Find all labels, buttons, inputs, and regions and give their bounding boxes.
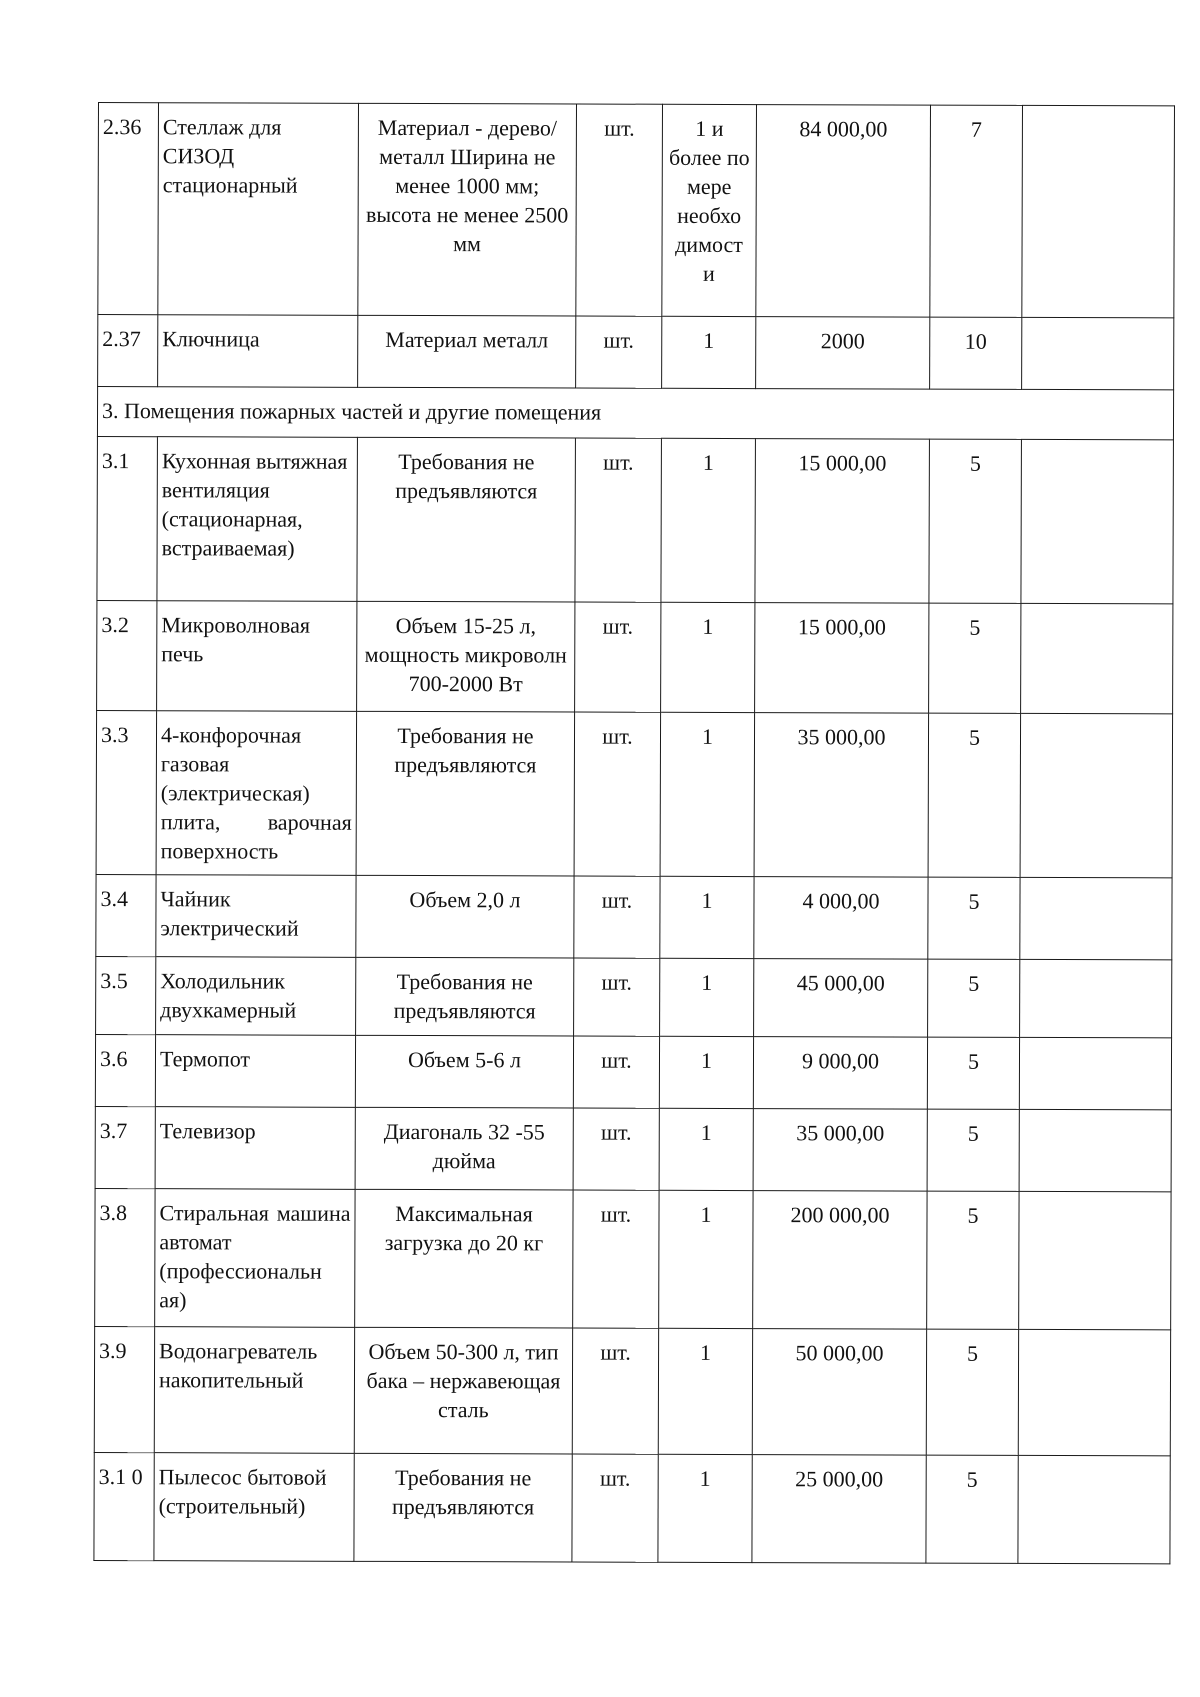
item-term: 5 <box>928 877 1020 959</box>
item-unit: шт. <box>573 1190 659 1328</box>
item-requirements: Требования не предъявляются <box>356 711 575 876</box>
item-quantity: 1 и более по мере необхо димост и <box>662 104 757 316</box>
item-term: 5 <box>927 1191 1019 1329</box>
row-number: 2.36 <box>98 103 159 315</box>
table-row <box>97 600 1173 713</box>
row-number: 3.7 <box>95 1106 155 1188</box>
item-term: 5 <box>928 713 1021 877</box>
item-term: 5 <box>929 603 1021 713</box>
item-quantity: 1 <box>658 1454 752 1562</box>
item-name: Кухонная вытяжная вентиляция (стационарная, встраиваемая) <box>157 437 358 602</box>
row-number: 3.5 <box>96 956 156 1034</box>
item-requirements: Материал - дерево/металл Ширина не менее 1000 мм; высота не менее 2500 мм <box>358 103 577 316</box>
item-unit: шт. <box>574 876 660 958</box>
table-row <box>94 1326 1170 1455</box>
item-name: Водонагреватель накопительный <box>154 1327 354 1454</box>
row-number: 3.2 <box>97 600 157 710</box>
item-name: Телевизор <box>155 1107 355 1190</box>
item-extra <box>1020 959 1172 1037</box>
item-price: 25 000,00 <box>752 1455 926 1564</box>
section-title: 3. Помещения пожарных частей и другие помещения <box>97 387 1173 440</box>
item-name: Холодильник двухкамерный <box>156 957 356 1036</box>
item-unit: шт. <box>575 602 661 712</box>
table-row <box>95 1034 1171 1109</box>
item-unit: шт. <box>573 1108 659 1190</box>
item-price: 15 000,00 <box>755 439 930 604</box>
table-row <box>95 1188 1171 1329</box>
row-number: 3.1 0 <box>94 1452 154 1560</box>
row-number: 2.37 <box>98 315 158 387</box>
item-requirements: Объем 2,0 л <box>356 875 574 958</box>
item-unit: шт. <box>575 438 662 602</box>
item-unit: шт. <box>574 712 661 876</box>
item-requirements: Объем 50-300 л, тип бака – нержавеющая сталь <box>354 1327 572 1454</box>
item-unit: шт. <box>576 104 663 316</box>
item-quantity: 1 <box>661 602 755 712</box>
item-extra <box>1020 877 1172 959</box>
section-header-row <box>97 387 1173 440</box>
item-name: Микроволновая печь <box>157 601 357 712</box>
item-extra <box>1018 1455 1170 1563</box>
item-extra <box>1021 439 1174 603</box>
table-row <box>98 103 1175 318</box>
item-quantity: 1 <box>658 1328 752 1454</box>
item-price: 35 000,00 <box>753 1109 927 1192</box>
item-extra <box>1018 1329 1170 1455</box>
item-price: 4 000,00 <box>754 877 928 960</box>
item-extra <box>1019 1037 1171 1109</box>
equipment-table <box>93 102 1175 1564</box>
item-price: 200 000,00 <box>753 1191 927 1330</box>
item-term: 10 <box>930 317 1022 389</box>
item-quantity: 1 <box>660 958 754 1036</box>
item-name: Ключница <box>158 315 358 388</box>
row-number: 3.6 <box>95 1034 155 1106</box>
item-extra <box>1019 1191 1171 1329</box>
item-quantity: 1 <box>659 1036 753 1108</box>
item-term: 5 <box>928 959 1020 1037</box>
table-row <box>96 956 1172 1037</box>
table-row <box>94 1452 1170 1563</box>
table-row <box>97 436 1174 603</box>
item-unit: шт. <box>572 1454 658 1562</box>
item-price: 9 000,00 <box>753 1037 927 1110</box>
item-quantity: 1 <box>660 876 754 958</box>
item-extra <box>1020 713 1173 877</box>
item-price: 84 000,00 <box>756 105 931 318</box>
item-price: 15 000,00 <box>755 603 929 714</box>
table-row <box>96 874 1172 959</box>
item-term: 7 <box>930 105 1023 317</box>
item-term: 5 <box>926 1329 1018 1455</box>
item-name: Пылесос бытовой (строительный) <box>154 1453 354 1562</box>
item-extra <box>1022 317 1174 389</box>
item-term: 5 <box>927 1037 1019 1109</box>
item-unit: шт. <box>574 958 660 1036</box>
item-name: Стиральная машина автомат (профессиональн ая) <box>155 1189 355 1328</box>
item-extra <box>1022 105 1175 317</box>
item-name: Стеллаж для СИЗОД стационарный <box>158 103 359 316</box>
item-price: 35 000,00 <box>754 713 929 878</box>
item-requirements: Максимальная загрузка до 20 кг <box>355 1189 573 1328</box>
item-requirements: Требования не предъявляются <box>354 1453 572 1562</box>
row-number: 3.3 <box>96 710 157 874</box>
item-quantity: 1 <box>661 438 756 602</box>
item-term: 5 <box>929 439 1022 603</box>
item-extra <box>1019 1109 1171 1191</box>
item-term: 5 <box>927 1109 1019 1191</box>
item-name: Термопот <box>155 1035 355 1108</box>
row-number: 3.1 <box>97 436 158 600</box>
table-row <box>96 710 1173 877</box>
item-unit: шт. <box>573 1036 659 1108</box>
item-extra <box>1021 603 1173 713</box>
item-unit: шт. <box>572 1328 658 1454</box>
item-price: 2000 <box>756 317 930 390</box>
item-name: Чайник электрический <box>156 875 356 958</box>
item-quantity: 1 <box>659 1190 753 1328</box>
item-quantity: 1 <box>662 316 756 388</box>
item-requirements: Объем 5-6 л <box>355 1035 573 1108</box>
table-row <box>95 1106 1171 1191</box>
row-number: 3.9 <box>94 1326 154 1452</box>
item-quantity: 1 <box>659 1108 753 1190</box>
item-name: 4-конфорочная газовая (электрическая) плита, варочная поверхность <box>156 711 357 876</box>
item-unit: шт. <box>576 316 662 388</box>
item-term: 5 <box>926 1455 1018 1563</box>
item-quantity: 1 <box>660 712 755 876</box>
row-number: 3.8 <box>95 1188 155 1326</box>
row-number: 3.4 <box>96 874 156 956</box>
item-requirements: Диагональ 32 -55 дюйма <box>355 1107 573 1190</box>
table-row <box>98 315 1174 390</box>
item-requirements: Объем 15-25 л, мощность микроволн 700-2000 Вт <box>357 601 575 712</box>
item-requirements: Требования не предъявляются <box>357 437 576 602</box>
item-price: 45 000,00 <box>754 959 928 1038</box>
item-requirements: Требования не предъявляются <box>356 957 574 1036</box>
item-requirements: Материал металл <box>358 315 576 388</box>
item-price: 50 000,00 <box>752 1329 926 1456</box>
